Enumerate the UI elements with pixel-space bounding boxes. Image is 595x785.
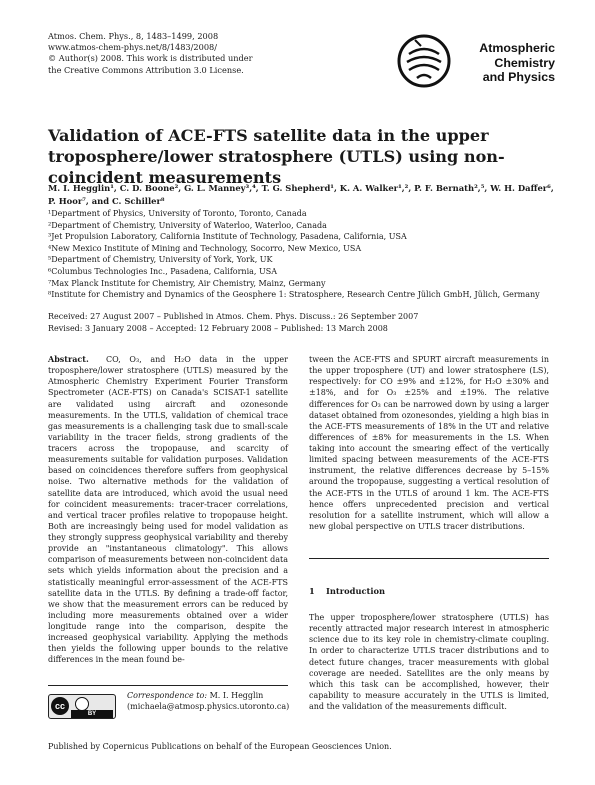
journal-logo xyxy=(395,32,555,90)
license-line: the Creative Commons Attribution 3.0 License. xyxy=(48,64,244,75)
affiliation: ⁴New Mexico Institute of Mining and Technology, Socorro, New Mexico, USA xyxy=(48,243,362,253)
author-line-2: P. Hoor⁷, and C. Schiller⁸ xyxy=(48,195,165,206)
logo-text: Atmospheric Chemistry and Physics xyxy=(479,41,555,84)
abstract-text-left: CO, O₃, and H₂O data in the upper troposphere/lower stratosphere (UTLS) measured by the Atmospheric Chemistry Experiment Fourier Transform Spectrometer (ACE-FTS) on Canada's SCISAT-1 satellite are validated using aircraft and ozonesonde measurements. In the UTLS, validation of chemical trace gas measurements is a challenging task due to small-scale variability in the tracer fields, strong gradients of the tracers across the tropopause, and scarcity of measurements suitable for validation purposes. Validation based on coincidences therefore suffers from geophysical noise. Two alternative methods for the validation of satellite data are introduced, which avoid the usual need for coincident measurements: tracer-tracer correlations, and vertical tracer profiles relative to tropopause height. Both are increasingly being used for model validation as they strongly suppress geophysical variability and thereby provide an "instantaneous climatology". This allows comparison of measurements between non-coincident data sets which yields information about the precision and a statistically meaningful error-assessment of the ACE-FTS satellite data in the UTLS. By defining a trade-off factor, we show that the measurement errors can be reduced by including more measurements obtained over a wider longitude range into the comparison, despite the increased geophysical variability. Applying the methods then yields the following upper bounds to the relative differences in the mean found be- xyxy=(48,355,288,665)
cc-badge-icon: cc xyxy=(51,697,69,715)
journal-header xyxy=(48,31,288,76)
egu-logo-icon xyxy=(395,32,453,90)
affiliation: ⁶Columbus Technologies Inc., Pasadena, California, USA xyxy=(48,266,277,276)
correspondence-email[interactable]: (michaela@atmosp.physics.utoronto.ca) xyxy=(127,702,290,712)
footnote-divider xyxy=(48,685,288,686)
correspondence-label: Correspondence to: xyxy=(127,691,208,700)
affiliation: ³Jet Propulsion Laboratory, California Institute of Technology, Pasadena, California, USA xyxy=(48,232,407,242)
correspondence-name: M. I. Hegglin xyxy=(209,691,264,700)
person-icon xyxy=(75,697,89,711)
affiliation: ¹Department of Physics, University of Toronto, Toronto, Canada xyxy=(48,209,307,218)
section-heading xyxy=(309,586,385,596)
abstract-label: Abstract. xyxy=(48,354,89,364)
cc-by-license-icon xyxy=(48,694,116,719)
revised-line: Revised: 3 January 2008 – Accepted: 12 February 2008 – Published: 13 March 2008 xyxy=(48,323,388,333)
section-number: 1 xyxy=(309,586,315,596)
introduction-text: The upper troposphere/lower stratosphere (UTLS) has recently attracted major research interest in atmospheric science due to its key role in chemistry-climate coupling. In order to characterize UTLS tracer distributions and to detect future changes, tracer measurements with global coverage are needed. Satellites are the only means by which this task can be accomplished, however, their capability to measure accurately in the UTLS is limited, and the validation of the measurements difficult. xyxy=(309,613,549,711)
affiliation-list xyxy=(48,208,568,301)
affiliation: ⁷Max Planck Institute for Chemistry, Air Chemistry, Mainz, Germany xyxy=(48,278,326,288)
abstract-text-right: tween the ACE-FTS and SPURT aircraft measurements in the upper troposphere (UT) and lower stratosphere (LS), respectively: for CO ±9% and ±12%, for H₂O ±30% and ±18%, and for O₃ ±25% and ±19%. The relative differences for O₃ can be narrowed down by using a larger dataset obtained from ozonesondes, yielding a high bias in the ACE-FTS measurements of 18% in the UT and relative differences of ±8% for measurements in the LS. When taking into account the smearing effect of the vertically limited spacing between measurements of the ACE-FTS instrument, the relative differences decrease by 5–15% around the tropopause, suggesting a vertical resolution of the ACE-FTS in the UTLS of around 1 km. The ACE-FTS hence offers unprecedented precision and vertical resolution for a satellite instrument, which will allow a new global perspective on UTLS tracer distributions. xyxy=(309,355,549,531)
section-title: Introduction xyxy=(326,586,386,596)
author-list xyxy=(48,182,558,207)
author-line-1: M. I. Hegglin¹, C. D. Boone², G. L. Manney³,⁴, T. G. Shepherd¹, K. A. Walker¹,², P. F. Bernath²,⁵, W. H. Daffer⁶, xyxy=(48,183,554,193)
correspondence-note xyxy=(127,690,297,713)
copyright-line: © Author(s) 2008. This work is distributed under xyxy=(48,53,253,64)
abstract-column-right xyxy=(309,354,549,532)
journal-url[interactable]: www.atmos-chem-phys.net/8/1483/2008/ xyxy=(48,42,217,53)
abstract-column-left xyxy=(48,354,288,666)
publication-dates xyxy=(48,311,568,334)
by-label: BY xyxy=(71,710,113,718)
publisher-footer: Published by Copernicus Publications on behalf of the European Geosciences Union. xyxy=(48,742,392,751)
journal-citation: Atmos. Chem. Phys., 8, 1483–1499, 2008 xyxy=(48,31,219,41)
section-divider xyxy=(309,558,549,559)
received-line: Received: 27 August 2007 – Published in Atmos. Chem. Phys. Discuss.: 26 September 2007 xyxy=(48,312,419,321)
affiliation: ²Department of Chemistry, University of Waterloo, Waterloo, Canada xyxy=(48,220,327,230)
paper-title: Validation of ACE-FTS satellite data in the upper troposphere/lower stratosphere (UTLS) using non-coincident measurements xyxy=(48,126,505,187)
affiliation: ⁵Department of Chemistry, University of York, York, UK xyxy=(48,255,273,265)
affiliation: ⁸Institute for Chemistry and Dynamics of the Geosphere 1: Stratosphere, Research Centre Jülich GmbH, Jülich, Germany xyxy=(48,290,540,300)
